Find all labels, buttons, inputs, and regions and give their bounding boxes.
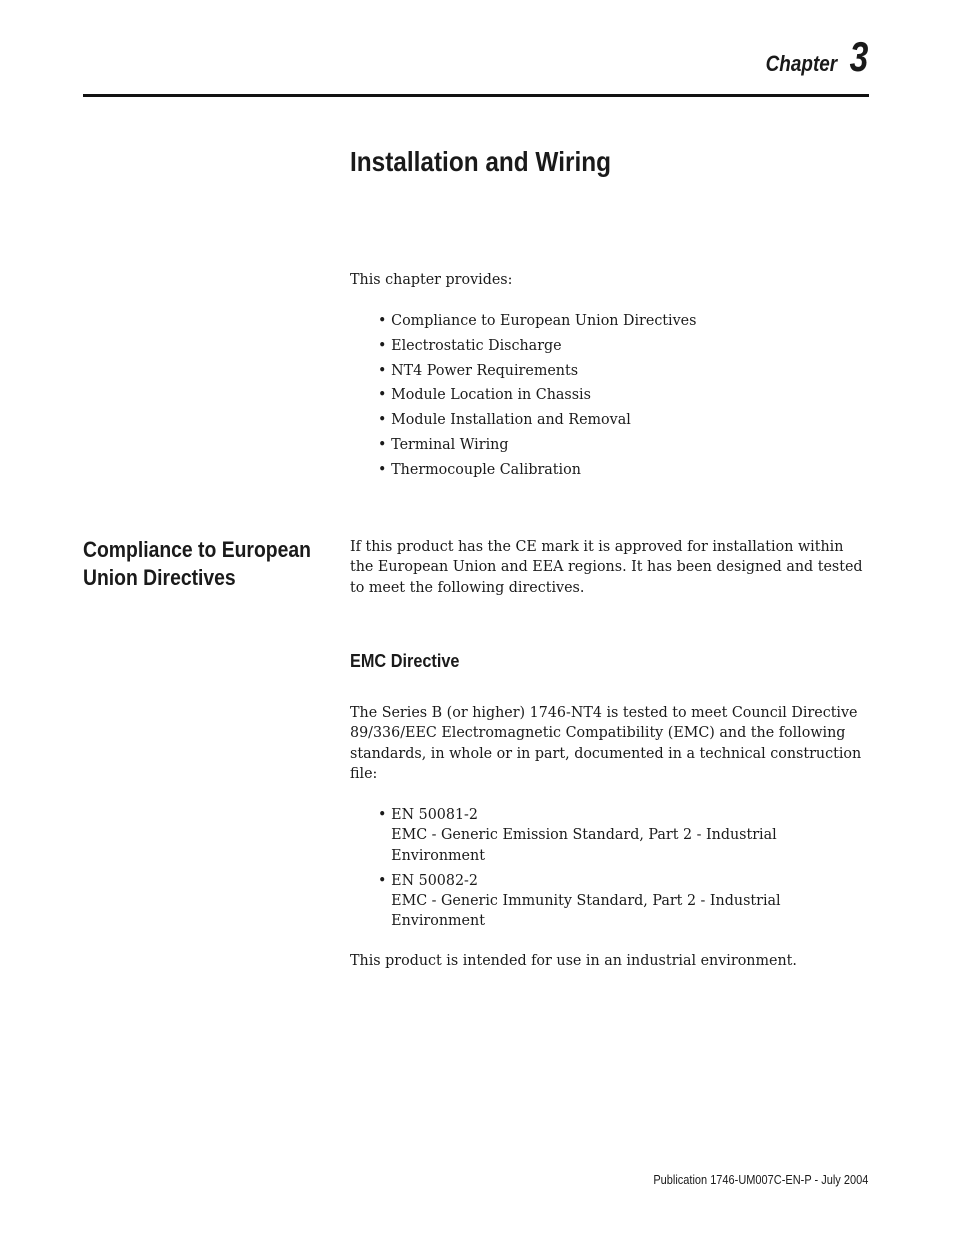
standard-description: EMC - Generic Emission Standard, Part 2 - Industrial Environment <box>391 825 777 864</box>
section-heading: Compliance to European Union Directives <box>83 537 311 590</box>
standard-code: EN 50081-2 <box>391 805 478 823</box>
emc-paragraph: The Series B (or higher) 1746-NT4 is tested to meet Council Directive 89/336/EEC Electromagnetic Compatibility (EMC) and the following standards, in whole or in part, documented in a technical construction file: <box>350 703 862 782</box>
bullet-icon: • <box>378 434 387 453</box>
subsection-heading: EMC Directive <box>350 650 460 671</box>
topic-label: Terminal Wiring <box>391 434 509 453</box>
standard-code: EN 50082-2 <box>391 870 478 889</box>
bullet-icon: • <box>378 335 387 354</box>
bullet-icon: • <box>378 360 387 379</box>
standards-list <box>378 804 839 936</box>
chapter-header <box>754 33 868 80</box>
topic-label: Electrostatic Discharge <box>391 335 562 354</box>
list-item <box>378 409 867 434</box>
topic-label: Thermocouple Calibration <box>391 459 581 478</box>
topic-label: Module Location in Chassis <box>391 385 591 404</box>
list-item <box>378 360 867 385</box>
page-title: Installation and Wiring <box>350 146 611 177</box>
list-item <box>378 384 867 409</box>
bullet-icon: • <box>378 311 387 329</box>
standard-entry <box>391 804 838 865</box>
list-item <box>378 335 867 360</box>
list-item <box>378 804 839 865</box>
bullet-icon: • <box>378 385 387 404</box>
topic-label: Compliance to European Union Directives <box>391 311 697 329</box>
bullet-icon: • <box>378 805 387 823</box>
bullet-icon: • <box>378 410 387 429</box>
standard-entry <box>391 870 838 931</box>
chapter-topics-list <box>378 310 867 484</box>
list-item <box>378 459 867 484</box>
closing-paragraph: This product is intended for use in an industrial environment. <box>350 951 797 969</box>
publication-footer: Publication 1746-UM007C-EN-P - July 2004 <box>652 1173 868 1187</box>
bullet-icon: • <box>378 870 387 889</box>
chapter-number: 3 <box>849 33 868 80</box>
ce-paragraph: If this product has the CE mark it is approved for installation within the European Union and EEA regions. It has been designed and tested to meet the following directives. <box>350 537 863 596</box>
list-item <box>378 310 867 335</box>
header-rule <box>83 94 869 97</box>
chapter-label: Chapter <box>765 51 837 76</box>
topic-label: NT4 Power Requirements <box>391 360 579 379</box>
intro-text: This chapter provides: <box>350 270 513 288</box>
list-item <box>378 870 839 931</box>
bullet-icon: • <box>378 459 387 478</box>
list-item <box>378 434 867 459</box>
topic-label: Module Installation and Removal <box>391 410 631 429</box>
standard-description: EMC - Generic Immunity Standard, Part 2 - Industrial Environment <box>391 891 781 930</box>
